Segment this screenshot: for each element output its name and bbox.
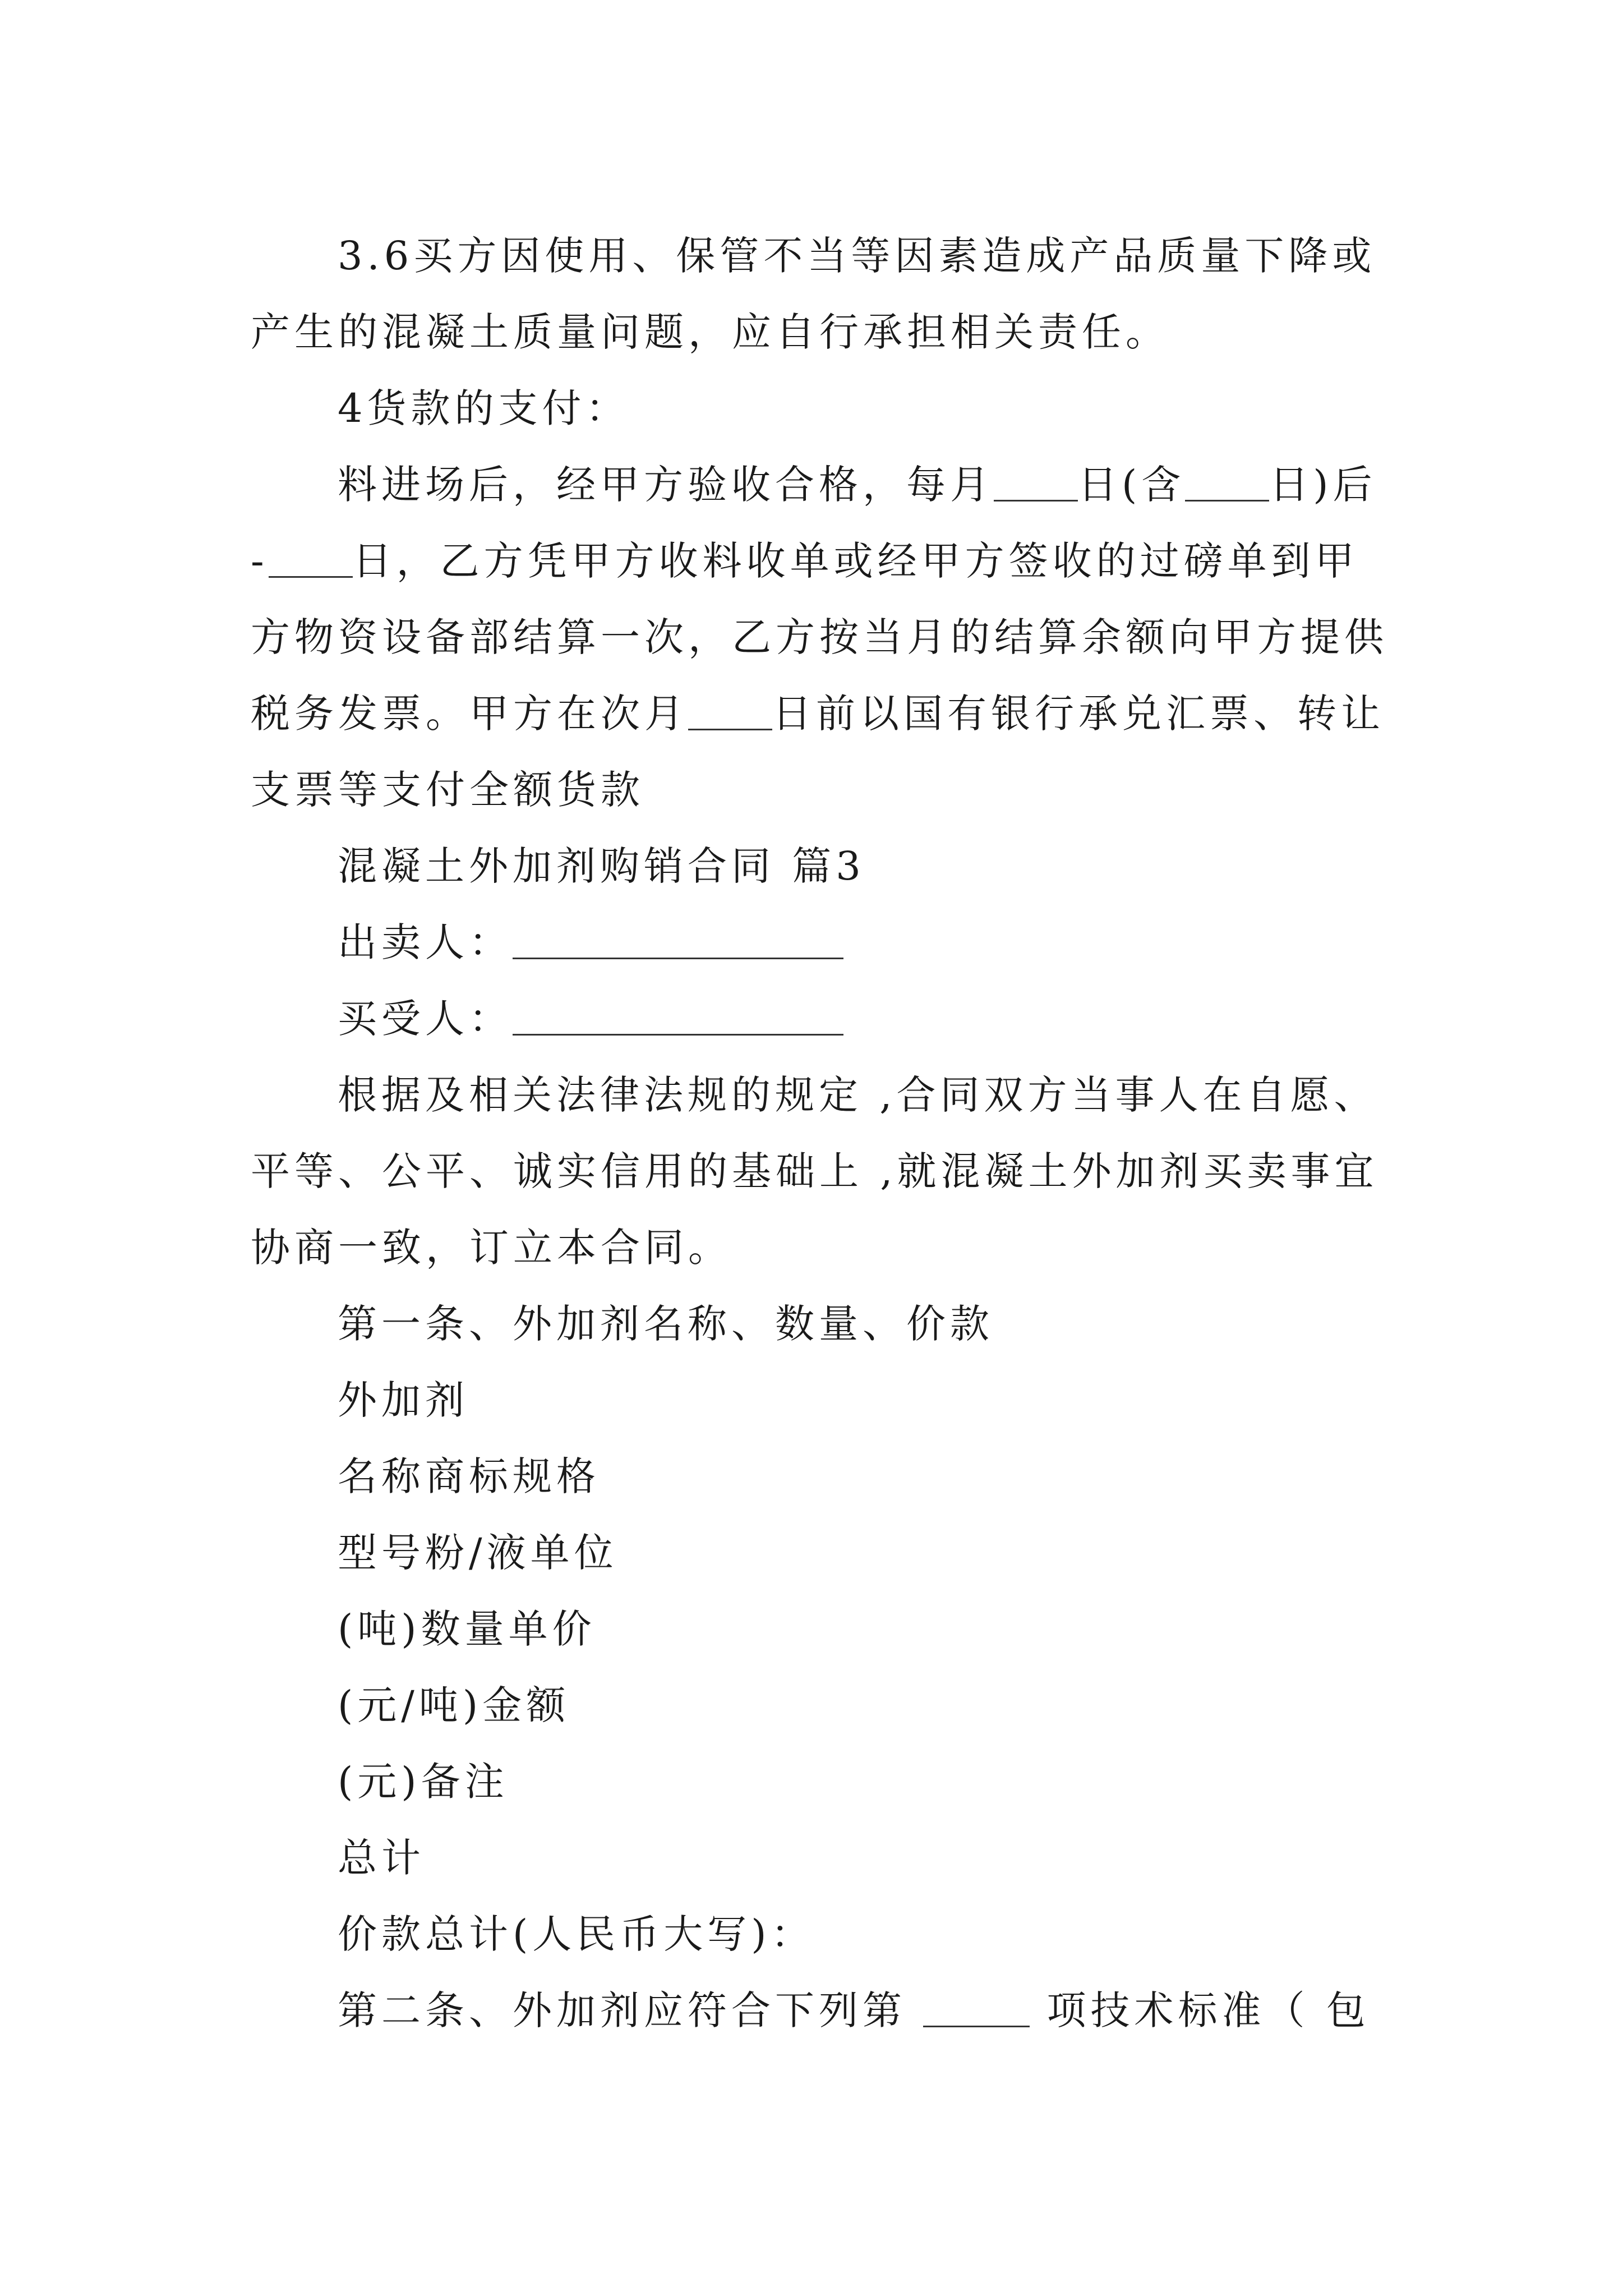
- text: 税务发票。甲方在次月: [251, 691, 688, 737]
- preamble-line-3: [251, 1209, 1378, 1286]
- table-text-line: [251, 1743, 1378, 1820]
- text: 产生的混凝土质量问题，应自行承担相关责任。: [251, 309, 1169, 355]
- blank-field: [1185, 464, 1269, 501]
- text: 名称商标规格: [338, 1453, 600, 1499]
- text: 日，乙方凭甲方收料收单或经甲方签收的过磅单到甲: [352, 538, 1359, 584]
- text: (吨)数量单价: [338, 1606, 596, 1652]
- section-4-heading: [251, 370, 1378, 447]
- text: 型号粉/液单位: [338, 1530, 618, 1576]
- text: 根据及相关法律法规的规定 ,合同双方当事人在自愿、: [338, 1072, 1378, 1118]
- table-text-line: [251, 1362, 1378, 1438]
- article-1-heading: [251, 1286, 1378, 1362]
- seller-line: [251, 904, 1378, 981]
- paragraph-3-6-line-2: [251, 294, 1378, 370]
- preamble-line-2: [251, 1133, 1378, 1209]
- text: 日(含: [1078, 462, 1186, 508]
- payment-line-2: [251, 523, 1378, 599]
- paragraph-3-6-line-1: [251, 218, 1378, 294]
- text: 项技术标准（ 包: [1046, 1987, 1370, 2033]
- buyer-blank: [513, 998, 843, 1036]
- text: 料进场后，经甲方验收合格，每月: [338, 462, 994, 508]
- text: 协商一致，订立本合同。: [251, 1225, 732, 1271]
- seller-blank: [513, 922, 843, 959]
- text: 第一条、外加剂名称、数量、价款: [338, 1301, 994, 1347]
- text: 外加剂: [338, 1377, 469, 1423]
- text: 3.6买方因使用、保管不当等因素造成产品质量下降或: [338, 233, 1376, 279]
- blank-field: [994, 464, 1078, 501]
- payment-line-1: [251, 447, 1378, 523]
- text: 平等、公平、诚实信用的基础上 ,就混凝土外加剂买卖事宜: [251, 1148, 1378, 1194]
- contract-title: [251, 828, 1378, 904]
- text: 出卖人：: [338, 919, 513, 965]
- blank-field: [269, 540, 353, 578]
- payment-line-3: [251, 599, 1388, 675]
- text: 混凝土外加剂购销合同 篇3: [338, 843, 865, 889]
- table-text-line: [251, 1438, 1378, 1515]
- article-2-line: [251, 1972, 1378, 2049]
- text: (元/吨)金额: [338, 1682, 570, 1728]
- text: 日)后: [1269, 462, 1377, 508]
- text: 方物资设备部结算一次，乙方按当月的结算余额向甲方提供: [251, 614, 1388, 660]
- text: 价款总计(人民币大写)：: [338, 1911, 815, 1957]
- price-total-line: [251, 1896, 1378, 1972]
- text: 总计: [338, 1835, 425, 1881]
- text: 支票等支付全额货款: [251, 767, 644, 813]
- table-text-line: [251, 1515, 1378, 1591]
- text: -: [251, 538, 269, 584]
- blank-field: [923, 1990, 1030, 2027]
- table-text-line: [251, 1667, 1378, 1743]
- payment-line-5: [251, 752, 1378, 828]
- text: 日前以国有银行承兑汇票、转让: [772, 691, 1385, 737]
- text: 买受人：: [338, 996, 513, 1042]
- text: 第二条、外加剂应符合下列第: [338, 1987, 906, 2033]
- text: (元)备注: [338, 1759, 509, 1805]
- buyer-line: [251, 981, 1378, 1057]
- text: 4货款的支付：: [338, 385, 630, 431]
- payment-line-4: [251, 675, 1385, 752]
- table-text-line: [251, 1591, 1378, 1667]
- blank-field: [688, 693, 772, 730]
- preamble-line-1: [251, 1057, 1378, 1133]
- table-text-line: [251, 1820, 1378, 1896]
- document-body: [251, 218, 1388, 2049]
